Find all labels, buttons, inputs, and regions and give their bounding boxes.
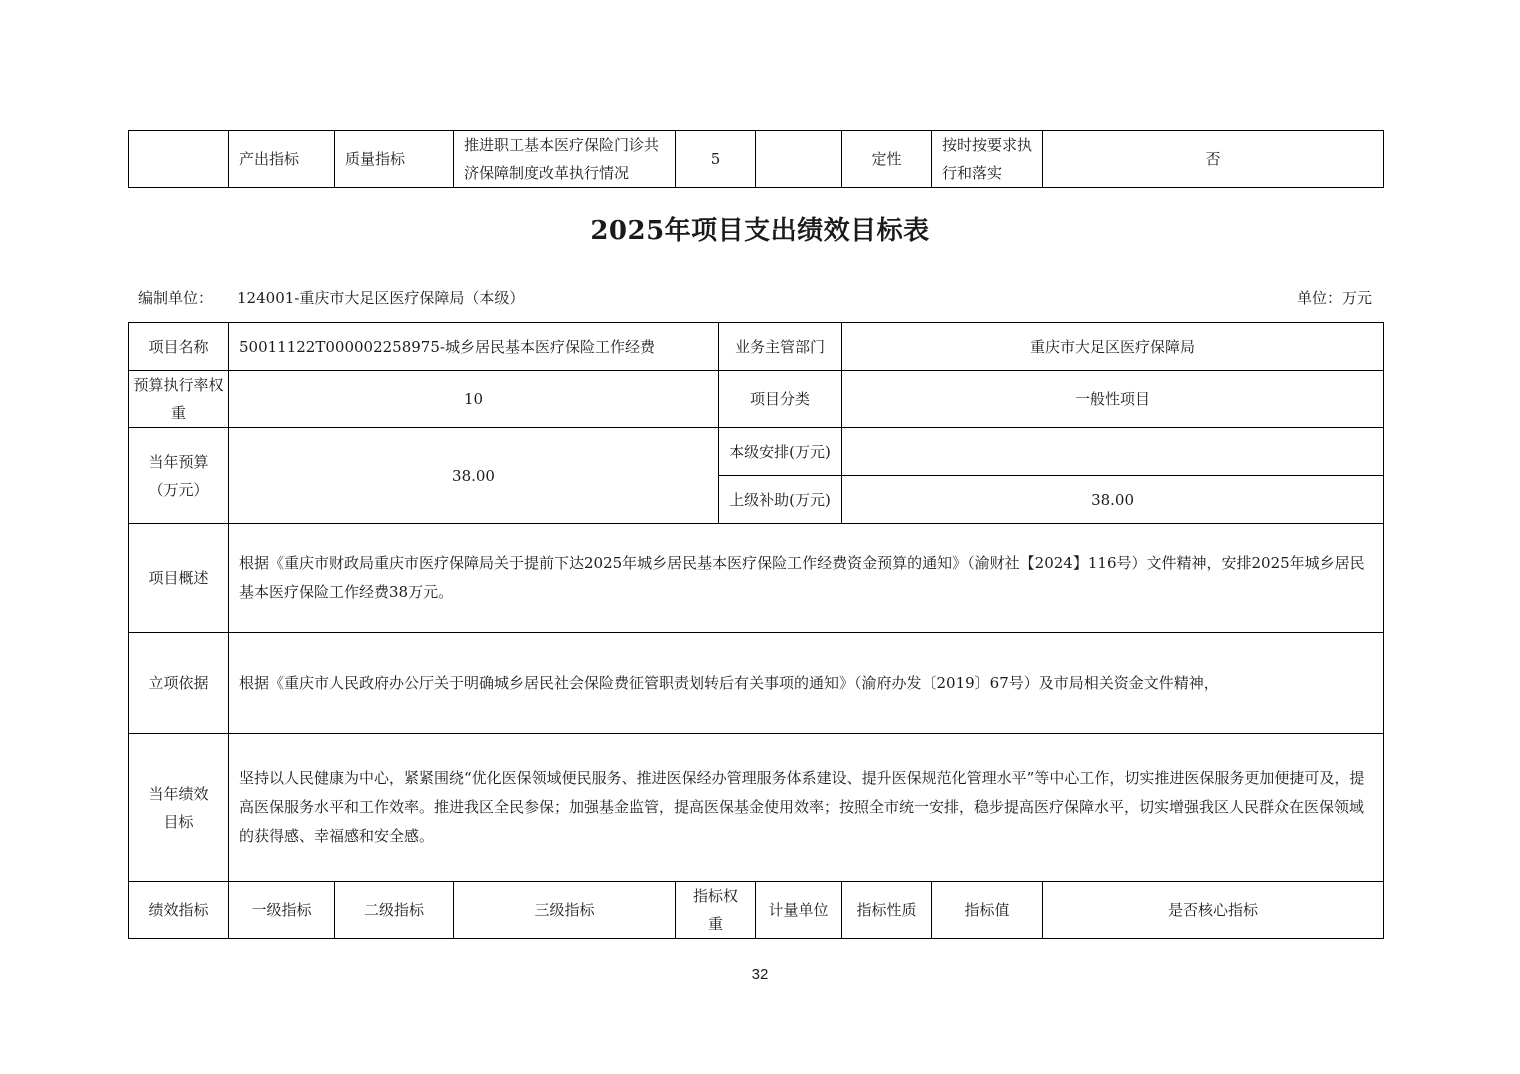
table-row (129, 371, 1384, 428)
indicator-col8: 是否核心指标 (1043, 882, 1384, 939)
cell-unit (756, 131, 842, 188)
indicator-col2: 二级指标 (335, 882, 454, 939)
indicator-col6: 指标性质 (842, 882, 932, 939)
org-label: 编制单位： (138, 289, 214, 307)
table-row (129, 131, 1384, 188)
table-row (129, 524, 1384, 633)
exec-weight-value: 10 (229, 371, 719, 428)
category-label: 项目分类 (719, 371, 842, 428)
indicator-col5: 计量单位 (756, 882, 842, 939)
budget-value: 38.00 (229, 428, 719, 524)
basis-label: 立项依据 (129, 633, 229, 734)
dept-value: 重庆市大足区医疗保障局 (842, 323, 1384, 371)
local-value (842, 428, 1384, 476)
table-row (129, 882, 1384, 939)
dept-label: 业务主管部门 (719, 323, 842, 371)
continued-indicator-table (128, 130, 1384, 188)
budget-label: 当年预算（万元） (129, 428, 229, 524)
category-value: 一般性项目 (842, 371, 1384, 428)
indicator-col3: 三级指标 (454, 882, 676, 939)
table-row (129, 633, 1384, 734)
project-name-value: 50011122T000002258975-城乡居民基本医疗保险工作经费 (229, 323, 719, 371)
project-name-label: 项目名称 (129, 323, 229, 371)
cell-weight: 5 (676, 131, 756, 188)
upper-value: 38.00 (842, 476, 1384, 524)
overview-label: 项目概述 (129, 524, 229, 633)
page-number: 32 (751, 966, 769, 983)
table-row (129, 428, 1384, 476)
upper-label: 上级补助(万元) (719, 476, 842, 524)
indicator-col7: 指标值 (932, 882, 1043, 939)
page-title: 2025年项目支出绩效目标表 (590, 216, 930, 246)
indicator-col1: 一级指标 (229, 882, 335, 939)
cell-empty (129, 131, 229, 188)
cell-core: 否 (1043, 131, 1384, 188)
cell-nature: 定性 (842, 131, 932, 188)
exec-weight-label: 预算执行率权重 (129, 371, 229, 428)
unit-label: 单位：万元 (1296, 289, 1372, 307)
cell-value: 按时按要求执行和落实 (932, 131, 1043, 188)
cell-level1: 产出指标 (229, 131, 335, 188)
table-row (129, 734, 1384, 882)
performance-target-table (128, 322, 1384, 939)
goal-text: 坚持以人民健康为中心，紧紧围绕“优化医保领域便民服务、推进医保经办管理服务体系建设、提升医保规范化管理水平”等中心工作，切实推进医保服务更加便捷可及，提高医保服务水平和工作效率。推进我区全民参保；加强基金监管，提高医保基金使用效率；按照全市统一安排，稳步提高医疗保障水平，切实增强我区人民群众在医保领域的获得感、幸福感和安全感。 (229, 734, 1384, 882)
basis-text: 根据《重庆市人民政府办公厅关于明确城乡居民社会保险费征管职责划转后有关事项的通知》（渝府办发〔2019〕67号）及市局相关资金文件精神， (229, 633, 1384, 734)
table-row (129, 323, 1384, 371)
indicator-col0: 绩效指标 (129, 882, 229, 939)
goal-label: 当年绩效目标 (129, 734, 229, 882)
org-line (138, 287, 524, 308)
overview-text: 根据《重庆市财政局重庆市医疗保障局关于提前下达2025年城乡居民基本医疗保险工作经费资金预算的通知》（渝财社【2024】116号）文件精神，安排2025年城乡居民基本医疗保险工作经费38万元。 (229, 524, 1384, 633)
indicator-col4: 指标权重 (676, 882, 756, 939)
local-label: 本级安排(万元) (719, 428, 842, 476)
cell-level2: 质量指标 (335, 131, 454, 188)
cell-level3: 推进职工基本医疗保险门诊共济保障制度改革执行情况 (454, 131, 676, 188)
org-value: 124001-重庆市大足区医疗保障局（本级） (237, 289, 525, 307)
